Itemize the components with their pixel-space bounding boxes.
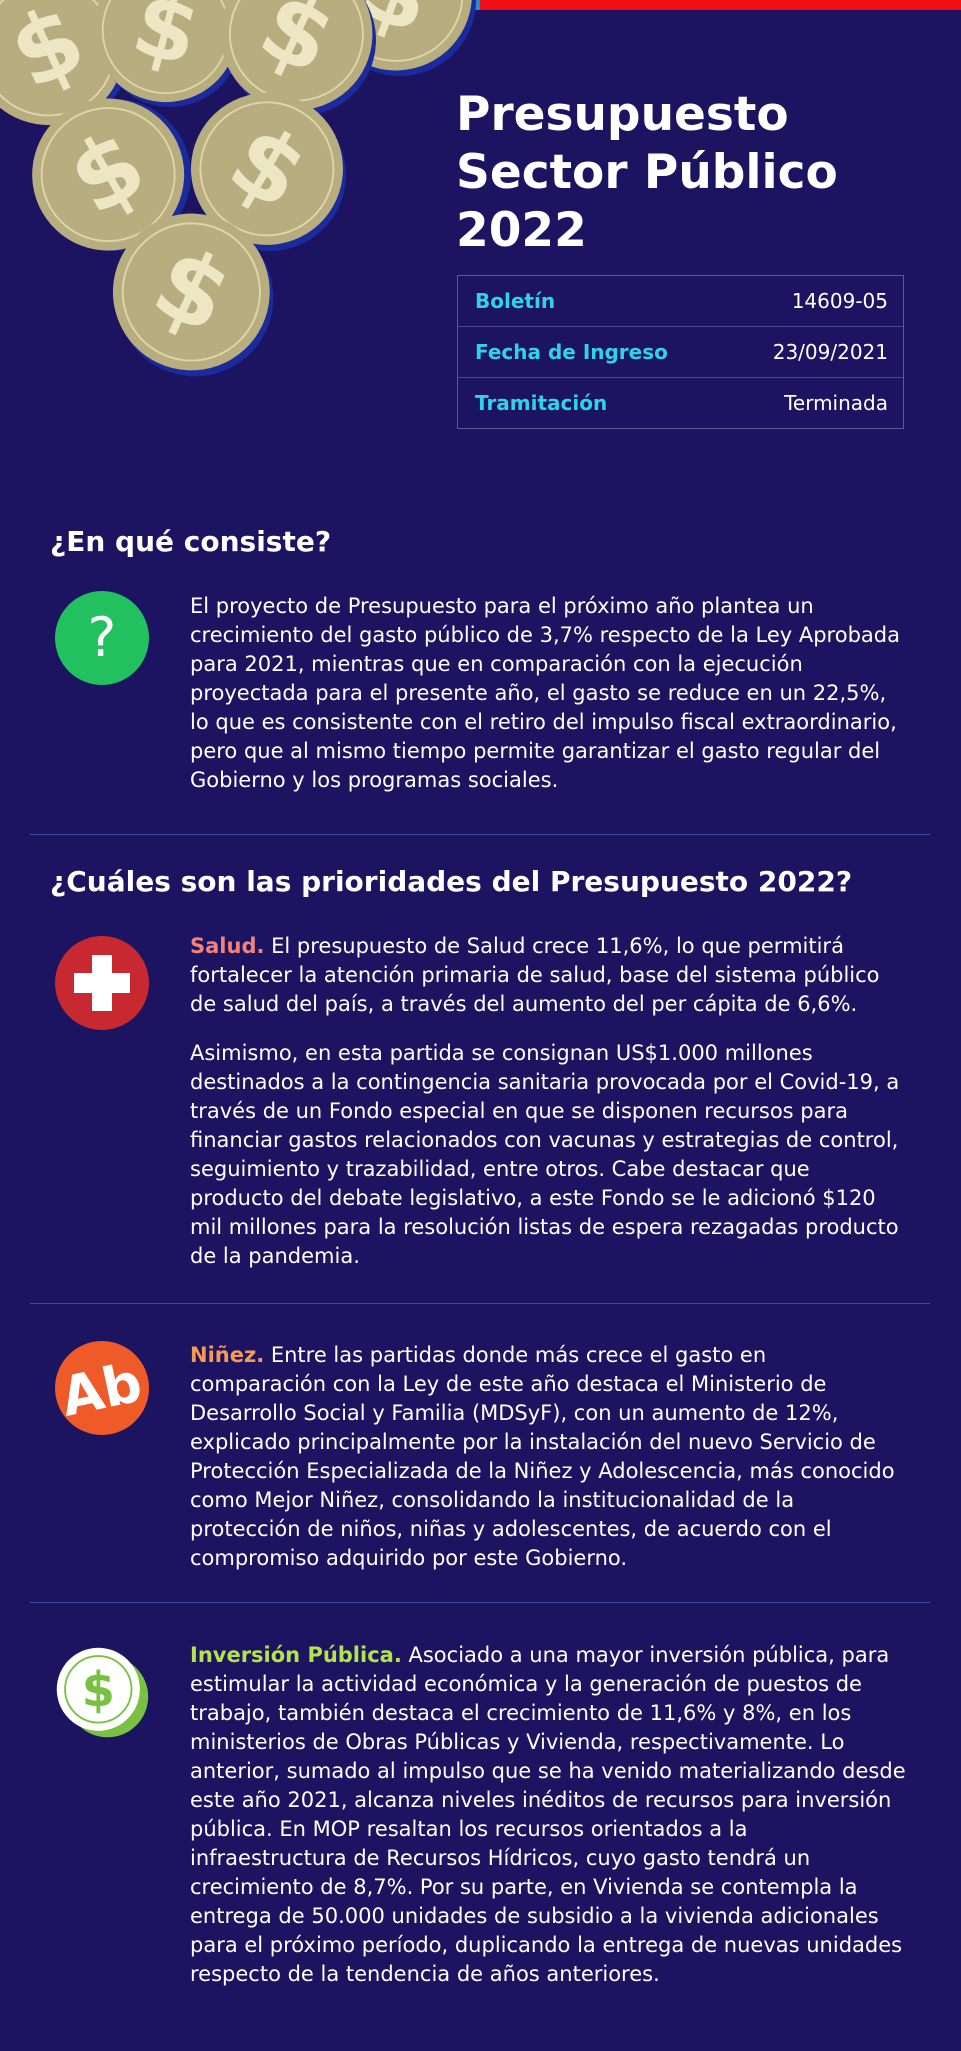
info-key: Boletín xyxy=(475,289,556,313)
inversion-paragraph xyxy=(190,1641,908,1989)
title-line-1: Presupuesto xyxy=(456,87,789,142)
question-mark-icon xyxy=(54,590,150,686)
bill-info-table xyxy=(457,275,904,429)
info-key: Tramitación xyxy=(475,391,608,415)
section-heading-consiste: ¿En qué consiste? xyxy=(50,525,332,558)
salud-paragraph xyxy=(190,932,908,1019)
ninez-text: Entre las partidas donde más crece el gasto en comparación con la Ley de este año destaca el Ministerio de Desarrollo Social y Familia (MDSyF), con un aumento de 12%, explicado principalmente por la instalación del nuevo Servicio de Protección Especializada de la Niñez y Adolescencia, más conocido como Mejor Niñez, consolidando la institucionalidad de la protección de niños, niñas y adolescentes, de acuerdo con el compromiso adquirido por este Gobierno. xyxy=(190,1343,895,1570)
divider xyxy=(30,1303,930,1304)
top-bar-red xyxy=(480,0,961,10)
medical-cross-icon xyxy=(54,935,150,1031)
dollar-coin-icon xyxy=(54,1645,150,1741)
info-value: 14609-05 xyxy=(791,289,888,313)
alphabet-blocks-icon xyxy=(54,1340,150,1436)
divider xyxy=(30,1602,930,1603)
page-title xyxy=(456,86,926,260)
salud-text: El presupuesto de Salud crece 11,6%, lo que permitirá fortalecer la atención primaria de salud, base del sistema público de salud del país, a través del aumento del per cápita de 6,6%. xyxy=(190,934,880,1016)
svg-text:$: $ xyxy=(81,1661,116,1718)
info-key: Fecha de Ingreso xyxy=(475,340,668,364)
section-heading-prioridades: ¿Cuáles son las prioridades del Presupuesto 2022? xyxy=(50,865,853,898)
divider xyxy=(30,834,930,835)
ab-icon-text: Ab xyxy=(55,1350,148,1429)
svg-text:?: ? xyxy=(87,606,117,669)
section-text-consiste: El proyecto de Presupuesto para el próximo año plantea un crecimiento del gasto público de 3,7% respecto de la Ley Aprobada para 2021, mientras que en comparación con la ejecución proyectada para el presente año, el gasto se reduce en un 22,5%, lo que es consistente con el retiro del impulso fiscal extraordinario, pero que al mismo tiempo permite garantizar el gasto regular del Gobierno y los programas sociales. xyxy=(190,594,900,792)
info-value: 23/09/2021 xyxy=(772,340,888,364)
info-row-fecha xyxy=(458,327,903,378)
inversion-text: Asociado a una mayor inversión pública, para estimular la actividad económica y la generación de puestos de trabajo, también destaca el crecimiento de 11,6% y 8%, en los ministerios de Obras Públicas y Vivienda, respectivamente. Lo anterior, sumado al impulso que se ha venido materializando desde este año 2021, alcanza niveles inéditos de recursos para inversión pública. En MOP resaltan los recursos orientados a la infraestructura de Recursos Hídricos, cuyo gasto tendrá un crecimiento de 8,7%. Por su parte, en Vivienda se contempla la entrega de 50.000 unidades de subsidio a la vivienda adicionales para el próximo período, duplicando la entrega de nuevas unidades respecto de la tendencia de años anteriores. xyxy=(190,1643,906,1986)
ninez-paragraph xyxy=(190,1341,908,1573)
coins-illustration-icon xyxy=(0,10,480,380)
title-line-2: Sector Público 2022 xyxy=(456,145,838,258)
salud-lead: Salud. xyxy=(190,934,265,958)
inversion-lead: Inversión Pública. xyxy=(190,1643,402,1667)
salud-paragraph-2: Asimismo, en esta partida se consignan US$1.000 millones destinados a la contingencia sanitaria provocada por el Covid-19, a través de un Fondo especial en que se disponen recursos para financiar gastos relacionados con vacunas y estrategias de control, seguimiento y trazabilidad, entre otros. Cabe destacar que producto del debate legislativo, a este Fondo se le adicionó $120 mil millones para la resolución listas de espera rezagadas producto de la pandemia. xyxy=(190,1041,900,1268)
ninez-lead: Niñez. xyxy=(190,1343,265,1367)
info-row-boletin xyxy=(458,276,903,327)
info-row-tramitacion xyxy=(458,378,903,428)
info-value: Terminada xyxy=(784,391,888,415)
